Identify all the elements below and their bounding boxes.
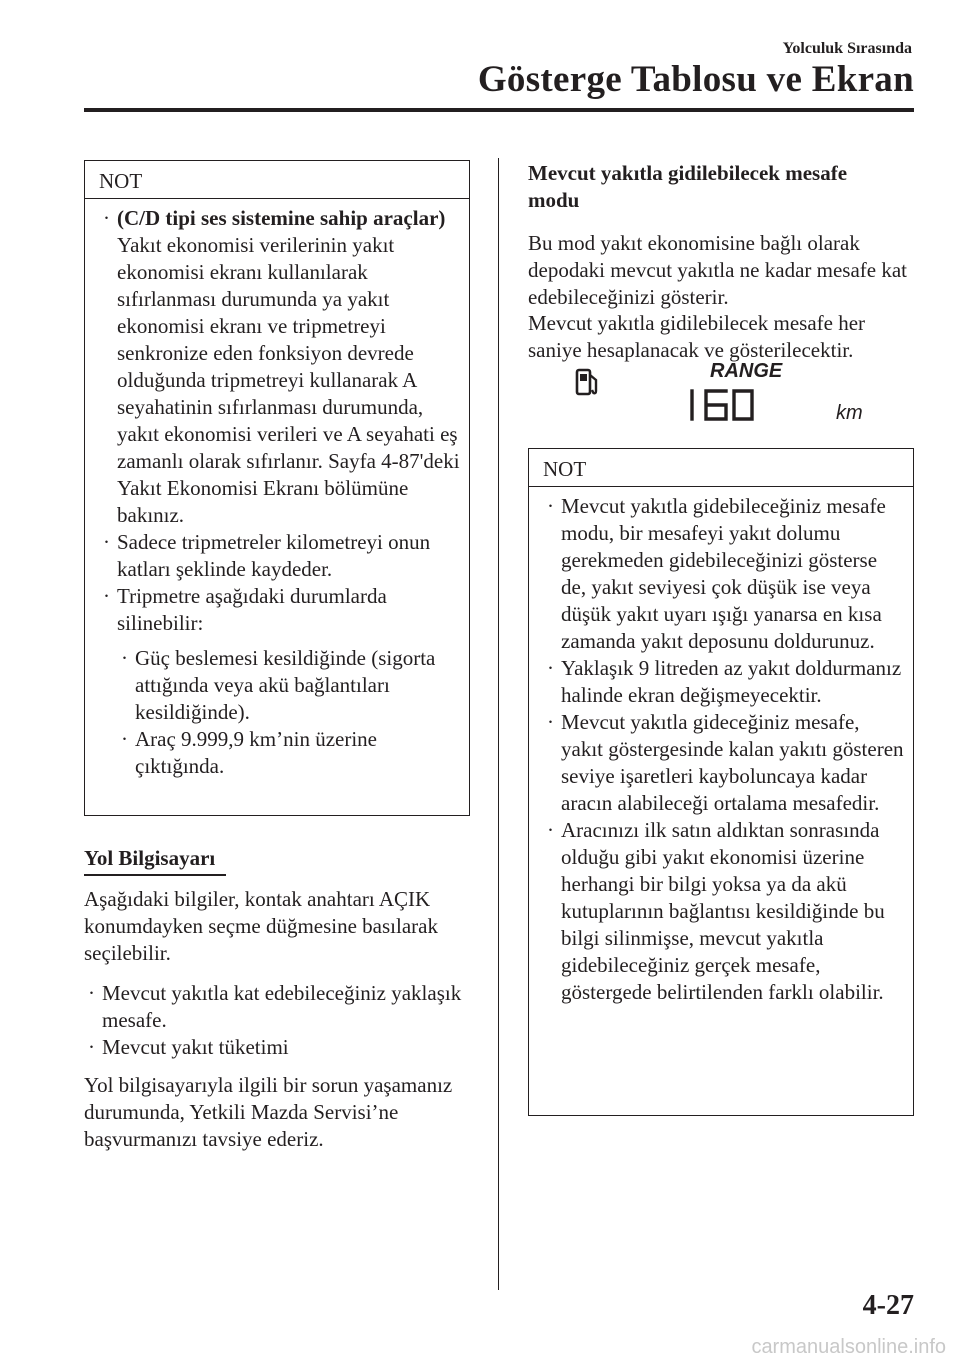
note-bullet (99, 529, 461, 583)
bullet-dot: · (547, 656, 554, 680)
range-mode-paragraph-1: Bu mod yakıt ekonomisine bağlı olarak depodaki mevcut yakıtla ne kadar mesafe kat edebileceğinizi gösterir. (528, 231, 908, 309)
bullet-dot: · (103, 206, 110, 230)
range-mode-paragraph-2: Mevcut yakıtla gidilebilecek mesafe her saniye hesaplanacak ve gösterilecektir. (528, 311, 866, 362)
note-sub-bullet (117, 645, 461, 726)
note-bullet-text: Sadece tripmetreler kilometreyi onun katları şeklinde kaydeder. (117, 530, 431, 581)
note-box-right (528, 448, 914, 1116)
segment (706, 391, 726, 419)
note-heading: NOT (529, 449, 913, 487)
note-sub-bullet-text: Araç 9.999,9 km’nin üzerine çıktığında. (135, 727, 378, 778)
range-mode-heading: Mevcut yakıtla gidilebilecek mesafe modu (528, 161, 848, 212)
bullet-dot: · (547, 818, 554, 842)
note-body (85, 199, 469, 788)
unit-label-km: km (836, 402, 863, 424)
note-bullet-text: Mevcut yakıtla gideceğiniz mesafe, yakıt göstergesinde kalan yakıtı gösteren seviye işaretleri kayboluncaya kadar aracın alabileceği ortalama mesafedir. (561, 710, 904, 815)
range-label: RANGE (710, 360, 783, 382)
bullet-dot: · (88, 1035, 95, 1059)
page-number: 4-27 (862, 1290, 914, 1321)
trip-computer-intro: Aşağıdaki bilgiler, kontak anahtarı AÇIK konumdayken seçme düğmesine basılarak seçilebilir. (84, 887, 438, 965)
page-title: Gösterge Tablosu ve Ekran (477, 59, 914, 100)
bullet-dot: · (547, 710, 554, 734)
note-box-left (84, 160, 470, 816)
bullet-dot: · (121, 646, 128, 670)
note-bullet (99, 205, 461, 529)
bullet-dot: · (88, 981, 95, 1005)
section-heading-trip-computer: Yol Bilgisayarı (84, 846, 216, 870)
note-bullet-text: Yakıt ekonomisi verilerinin yakıt ekonomisi ekranı kullanılarak sıfırlanması durumunda ya yakıt ekonomisi ekranı ve tripmetreyi senkronize eden fonksiyon devrede olduğunda tripmetreyi kullanarak A seyahatinin sıfırlanması durumunda, yakıt ekonomisi verileri ve A seyahati eş zamanlı olarak sıfırlanır. Sayfa 4-87'deki Yakıt Ekonomisi Ekranı bölümüne bakınız. (117, 233, 460, 527)
segment (734, 391, 752, 419)
list-item (84, 1034, 464, 1061)
trip-computer-footer: Yol bilgisayarıyla ilgili bir sorun yaşamanız durumunda, Yetkili Mazda Servisi’ne başvurmanızı tavsiye ederiz. (84, 1073, 453, 1151)
note-bullet-text: Yaklaşık 9 litreden az yakıt doldurmanız halinde ekran değişmeyecektir. (561, 656, 902, 707)
fuel-pump-icon (574, 366, 602, 403)
bullet-dot: · (103, 530, 110, 554)
list-item-text: Mevcut yakıtla kat edebileceğiniz yaklaşık mesafe. (102, 981, 462, 1032)
seven-segment-readout (684, 388, 756, 422)
header-section-label: Yolculuk Sırasında (782, 40, 912, 57)
note-heading: NOT (85, 161, 469, 199)
note-bullet-text: Mevcut yakıtla gidebileceğiniz mesafe modu, bir mesafeyi yakıt dolumu gerekmeden gidebileceğinizi gösterse de, yakıt seviyesi çok düşük ise veya düşük yakıt uyarı ışığı yanarsa en kısa zamanda yakıt deposunu doldurunuz. (561, 494, 886, 653)
range-display-illustration (560, 360, 880, 428)
watermark: carmanualsonline.info (751, 1336, 946, 1358)
note-bullet (543, 817, 905, 1006)
note-bullet (543, 493, 905, 655)
list-item-text: Mevcut yakıt tüketimi (102, 1035, 289, 1059)
note-bullet-title: (C/D tipi ses sistemine sahip araçlar) (117, 206, 446, 230)
bullet-dot: · (103, 584, 110, 608)
note-sub-list (99, 645, 461, 780)
header-rule (84, 108, 914, 112)
bullet-dot: · (547, 494, 554, 518)
note-bullet-text: Tripmetre aşağıdaki durumlarda silinebilir: (117, 584, 387, 635)
list-item (84, 980, 464, 1034)
column-divider (498, 158, 499, 1290)
note-bullet (543, 655, 905, 709)
note-sub-bullet-text: Güç beslemesi kesildiğinde (sigorta attığında veya akü bağlantıları kesildiğinde). (135, 646, 436, 724)
trip-computer-list (84, 980, 464, 1061)
section-heading-underline (84, 874, 226, 876)
bullet-dot: · (121, 727, 128, 751)
note-bullet-text: Aracınızı ilk satın aldıktan sonrasında olduğu gibi yakıt ekonomisi üzerine herhangi bir bilgi yoksa ya da akü kutuplarının bağlantısı kesildiğinde bu bilgi silinmişse, mevcut yakıtla gidebileceğiniz gerçek mesafe, göstergede belirtilenden farklı olabilir. (561, 818, 885, 1004)
note-body (529, 487, 913, 1014)
note-bullet (99, 583, 461, 637)
note-bullet (543, 709, 905, 817)
note-sub-bullet (117, 726, 461, 780)
